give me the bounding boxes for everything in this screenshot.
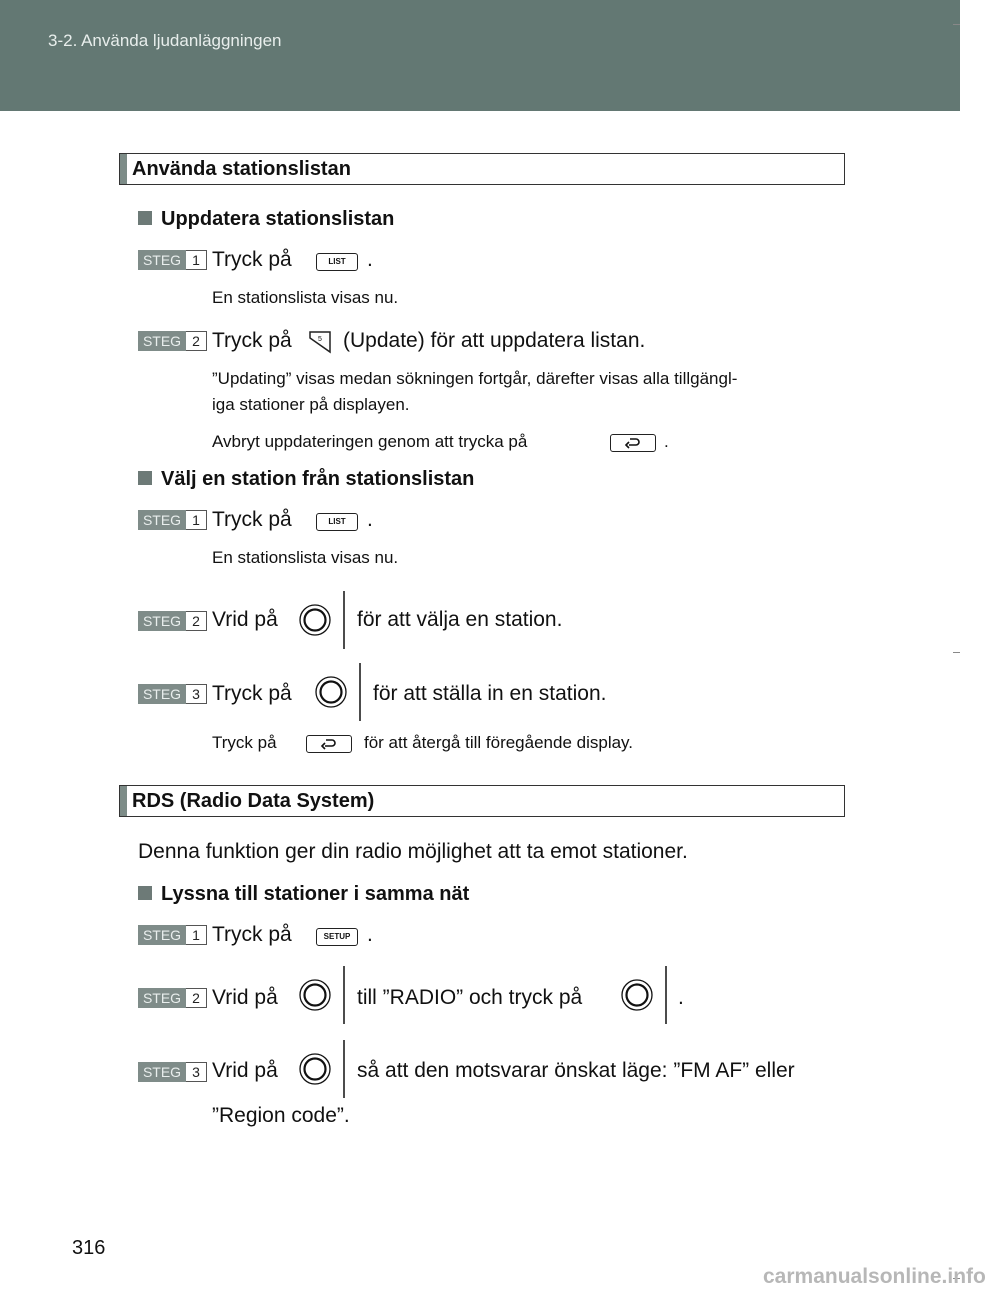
- step-number: 1: [186, 925, 207, 945]
- tune-knob-icon: [314, 662, 364, 722]
- subheading-update-list: [138, 208, 394, 231]
- section-accent: [120, 154, 127, 184]
- step-number: 2: [186, 611, 207, 631]
- step-text: Vrid på: [212, 986, 278, 1009]
- section-title: RDS (Radio Data System): [132, 790, 375, 812]
- subheading-same-network: [138, 883, 469, 906]
- tune-knob-icon: [620, 965, 670, 1025]
- step-badge: [138, 684, 207, 704]
- subheading-text: Lyssna till stationer i samma nät: [161, 883, 470, 905]
- back-button-icon: [306, 735, 352, 753]
- subheading-text: Välj en station från stationslistan: [161, 468, 475, 490]
- step-word: STEG: [138, 510, 186, 530]
- tune-knob-icon: [298, 1039, 348, 1099]
- step-text-mid: till ”RADIO” och tryck på: [357, 986, 583, 1009]
- step-badge: [138, 988, 207, 1008]
- step-text: Tryck på: [212, 248, 292, 271]
- setup-button-icon: SETUP: [316, 928, 358, 946]
- step-text-end: för att ställa in en station.: [373, 682, 607, 705]
- step-text-end: .: [678, 986, 684, 1009]
- step-number: 2: [186, 331, 207, 351]
- chapter-heading: 3-2. Använda ljudanläggningen: [48, 31, 282, 50]
- step-text: Tryck på: [212, 508, 292, 531]
- step-note-end: för att återgå till föregående display.: [364, 733, 634, 752]
- step-text-end: .: [367, 248, 373, 271]
- square-bullet-icon: [138, 886, 152, 900]
- step-note-end: .: [664, 432, 669, 451]
- step-number: 1: [186, 250, 207, 270]
- step-badge: [138, 611, 207, 631]
- list-button-icon: LIST: [316, 253, 358, 271]
- step-word: STEG: [138, 611, 186, 631]
- watermark: carmanualsonline.info: [763, 1265, 986, 1288]
- step-note: En stationslista visas nu.: [212, 548, 399, 567]
- page-number: 316: [72, 1237, 106, 1259]
- step-word: STEG: [138, 684, 186, 704]
- step-note: Tryck på: [212, 733, 277, 752]
- step-note: Avbryt uppdateringen genom att trycka på: [212, 432, 528, 451]
- crop-mark: [953, 652, 960, 653]
- step-text: Tryck på: [212, 329, 292, 352]
- square-bullet-icon: [138, 471, 152, 485]
- step-word: STEG: [138, 925, 186, 945]
- subheading-text: Uppdatera stationslistan: [161, 208, 395, 230]
- subheading-select-station: [138, 468, 474, 491]
- step-badge: [138, 331, 207, 351]
- preset-5-button-icon: [309, 331, 331, 353]
- section-heading-station-list: [119, 153, 845, 185]
- step-text-end: .: [367, 923, 373, 946]
- step-word: STEG: [138, 988, 186, 1008]
- square-bullet-icon: [138, 211, 152, 225]
- header-bar: [0, 0, 960, 111]
- step-text-end: för att välja en station.: [357, 608, 563, 631]
- step-word: STEG: [138, 331, 186, 351]
- step-number: 3: [186, 684, 207, 704]
- step-note: ”Updating” visas medan sökningen fortgår, därefter visas alla tillgängl-: [212, 369, 738, 388]
- step-note: En stationslista visas nu.: [212, 288, 399, 307]
- step-text-continued: ”Region code”.: [212, 1104, 350, 1127]
- tune-knob-icon: [298, 590, 348, 650]
- step-badge: [138, 250, 207, 270]
- step-text-end: så att den motsvarar önskat läge: ”FM AF” eller: [357, 1059, 795, 1082]
- step-word: STEG: [138, 250, 186, 270]
- step-text: Tryck på: [212, 682, 292, 705]
- preset-number: 5: [318, 336, 322, 343]
- step-badge: [138, 925, 207, 945]
- section-accent: [120, 786, 127, 816]
- step-number: 3: [186, 1062, 207, 1082]
- step-text: Vrid på: [212, 1059, 278, 1082]
- step-text: Vrid på: [212, 608, 278, 631]
- step-text: Tryck på: [212, 923, 292, 946]
- list-button-icon: LIST: [316, 513, 358, 531]
- step-note: iga stationer på displayen.: [212, 395, 410, 414]
- back-button-icon: [610, 434, 656, 452]
- step-word: STEG: [138, 1062, 186, 1082]
- step-badge: [138, 510, 207, 530]
- step-badge: [138, 1062, 207, 1082]
- step-number: 1: [186, 510, 207, 530]
- tune-knob-icon: [298, 965, 348, 1025]
- rds-intro-text: Denna funktion ger din radio möjlighet att ta emot stationer.: [138, 840, 688, 863]
- crop-mark: [953, 24, 960, 25]
- section-title: Använda stationslistan: [132, 158, 351, 180]
- step-text-end: .: [367, 508, 373, 531]
- section-heading-rds: [119, 785, 845, 817]
- step-number: 2: [186, 988, 207, 1008]
- step-text-end: (Update) för att uppdatera listan.: [343, 329, 646, 352]
